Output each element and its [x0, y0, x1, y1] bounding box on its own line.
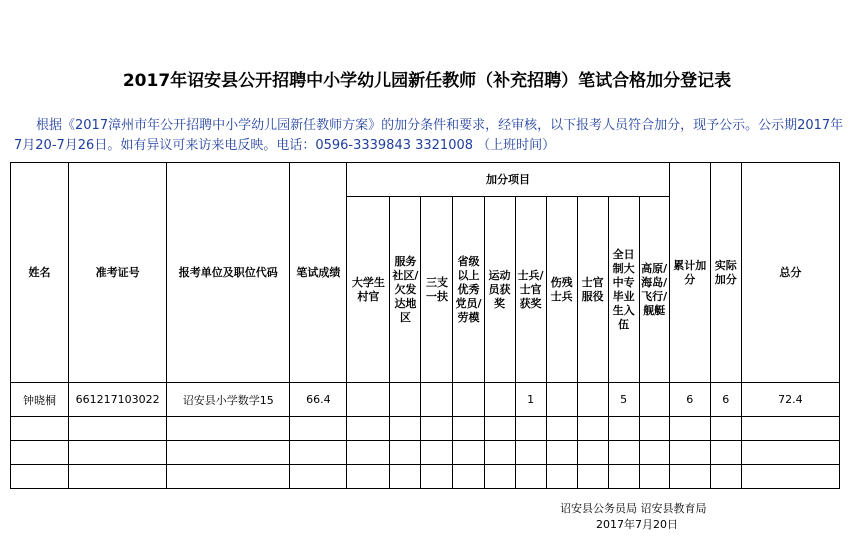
cell-name: 钟晓桐	[11, 383, 69, 417]
header-total: 总分	[741, 163, 839, 383]
empty-cell	[390, 441, 421, 465]
empty-cell	[710, 441, 741, 465]
empty-cell	[577, 465, 608, 489]
table-row-empty	[11, 417, 840, 441]
header-bonus-group: 加分项目	[347, 163, 669, 197]
header-bonus-item: 高原/海岛/飞行/舰艇	[639, 197, 669, 383]
empty-cell	[453, 441, 484, 465]
empty-cell	[290, 417, 347, 441]
empty-cell	[608, 417, 639, 441]
empty-cell	[11, 465, 69, 489]
empty-cell	[347, 465, 390, 489]
cell-bonus	[347, 383, 390, 417]
empty-cell	[390, 465, 421, 489]
intro-paragraph: 根据《2017漳州市年公开招聘中小学幼儿园新任教师方案》的加分条件和要求，经审核，以下报考人员符合加分，现予公示。公示期2017年7月20-7月26日。如有异议可来访来电反映。电话：0596-3339843 3321008 （上班时间）	[14, 118, 844, 153]
empty-cell	[484, 417, 515, 441]
table-row-empty	[11, 441, 840, 465]
empty-cell	[290, 465, 347, 489]
empty-cell	[669, 441, 710, 465]
header-unit: 报考单位及职位代码	[167, 163, 290, 383]
empty-cell	[515, 465, 546, 489]
empty-cell	[484, 441, 515, 465]
header-exam-no: 准考证号	[69, 163, 167, 383]
table-row	[11, 383, 840, 417]
empty-cell	[577, 417, 608, 441]
table-row-empty	[11, 465, 840, 489]
empty-cell	[167, 417, 290, 441]
header-bonus-item: 士兵/士官获奖	[515, 197, 546, 383]
header-bonus-item: 省级以上优秀党员/劳模	[453, 197, 484, 383]
header-bonus-item: 大学生村官	[347, 197, 390, 383]
empty-cell	[11, 441, 69, 465]
cell-bonus: 1	[515, 383, 546, 417]
cell-unit: 诏安县小学数学15	[167, 383, 290, 417]
cell-bonus	[453, 383, 484, 417]
empty-cell	[11, 417, 69, 441]
empty-cell	[69, 441, 167, 465]
empty-cell	[69, 417, 167, 441]
empty-cell	[741, 417, 839, 441]
cell-score: 66.4	[290, 383, 347, 417]
empty-cell	[546, 441, 577, 465]
empty-cell	[710, 465, 741, 489]
empty-cell	[421, 465, 453, 489]
header-bonus-item: 全日制大中专毕业生入伍	[608, 197, 639, 383]
empty-cell	[390, 417, 421, 441]
empty-cell	[167, 441, 290, 465]
header-bonus-item: 运动员获奖	[484, 197, 515, 383]
cell-actual: 6	[710, 383, 741, 417]
empty-cell	[453, 417, 484, 441]
cell-cumulative: 6	[669, 383, 710, 417]
cell-total: 72.4	[741, 383, 839, 417]
cell-bonus: 5	[608, 383, 639, 417]
header-actual: 实际加分	[710, 163, 741, 383]
footer-date: 2017年7月20日	[596, 518, 678, 531]
empty-cell	[639, 465, 669, 489]
header-bonus-item: 士官服役	[577, 197, 608, 383]
header-cumulative: 累计加分	[669, 163, 710, 383]
empty-cell	[639, 441, 669, 465]
cell-bonus	[577, 383, 608, 417]
registration-table	[10, 162, 840, 489]
empty-cell	[741, 441, 839, 465]
empty-cell	[167, 465, 290, 489]
cell-exam-no: 661217103022	[69, 383, 167, 417]
empty-cell	[69, 465, 167, 489]
header-bonus-item: 伤残士兵	[546, 197, 577, 383]
page-title: 2017年诏安县公开招聘中小学幼儿园新任教师（补充招聘）笔试合格加分登记表	[122, 71, 732, 91]
empty-cell	[669, 417, 710, 441]
empty-cell	[421, 441, 453, 465]
empty-cell	[515, 441, 546, 465]
empty-cell	[453, 465, 484, 489]
empty-cell	[741, 465, 839, 489]
header-score: 笔试成绩	[290, 163, 347, 383]
empty-cell	[347, 417, 390, 441]
empty-cell	[546, 417, 577, 441]
cell-bonus	[639, 383, 669, 417]
empty-cell	[608, 441, 639, 465]
header-bonus-item: 服务社区/欠发达地区	[390, 197, 421, 383]
cell-bonus	[421, 383, 453, 417]
cell-bonus	[484, 383, 515, 417]
footer-agencies: 诏安县公务员局 诏安县教育局	[560, 502, 707, 515]
header-name: 姓名	[11, 163, 69, 383]
empty-cell	[484, 465, 515, 489]
empty-cell	[290, 441, 347, 465]
cell-bonus	[390, 383, 421, 417]
empty-cell	[546, 465, 577, 489]
empty-cell	[421, 417, 453, 441]
empty-cell	[710, 417, 741, 441]
empty-cell	[515, 417, 546, 441]
empty-cell	[347, 441, 390, 465]
empty-cell	[608, 465, 639, 489]
empty-cell	[669, 465, 710, 489]
empty-cell	[577, 441, 608, 465]
empty-cell	[639, 417, 669, 441]
cell-bonus	[546, 383, 577, 417]
header-bonus-item: 三支一扶	[421, 197, 453, 383]
